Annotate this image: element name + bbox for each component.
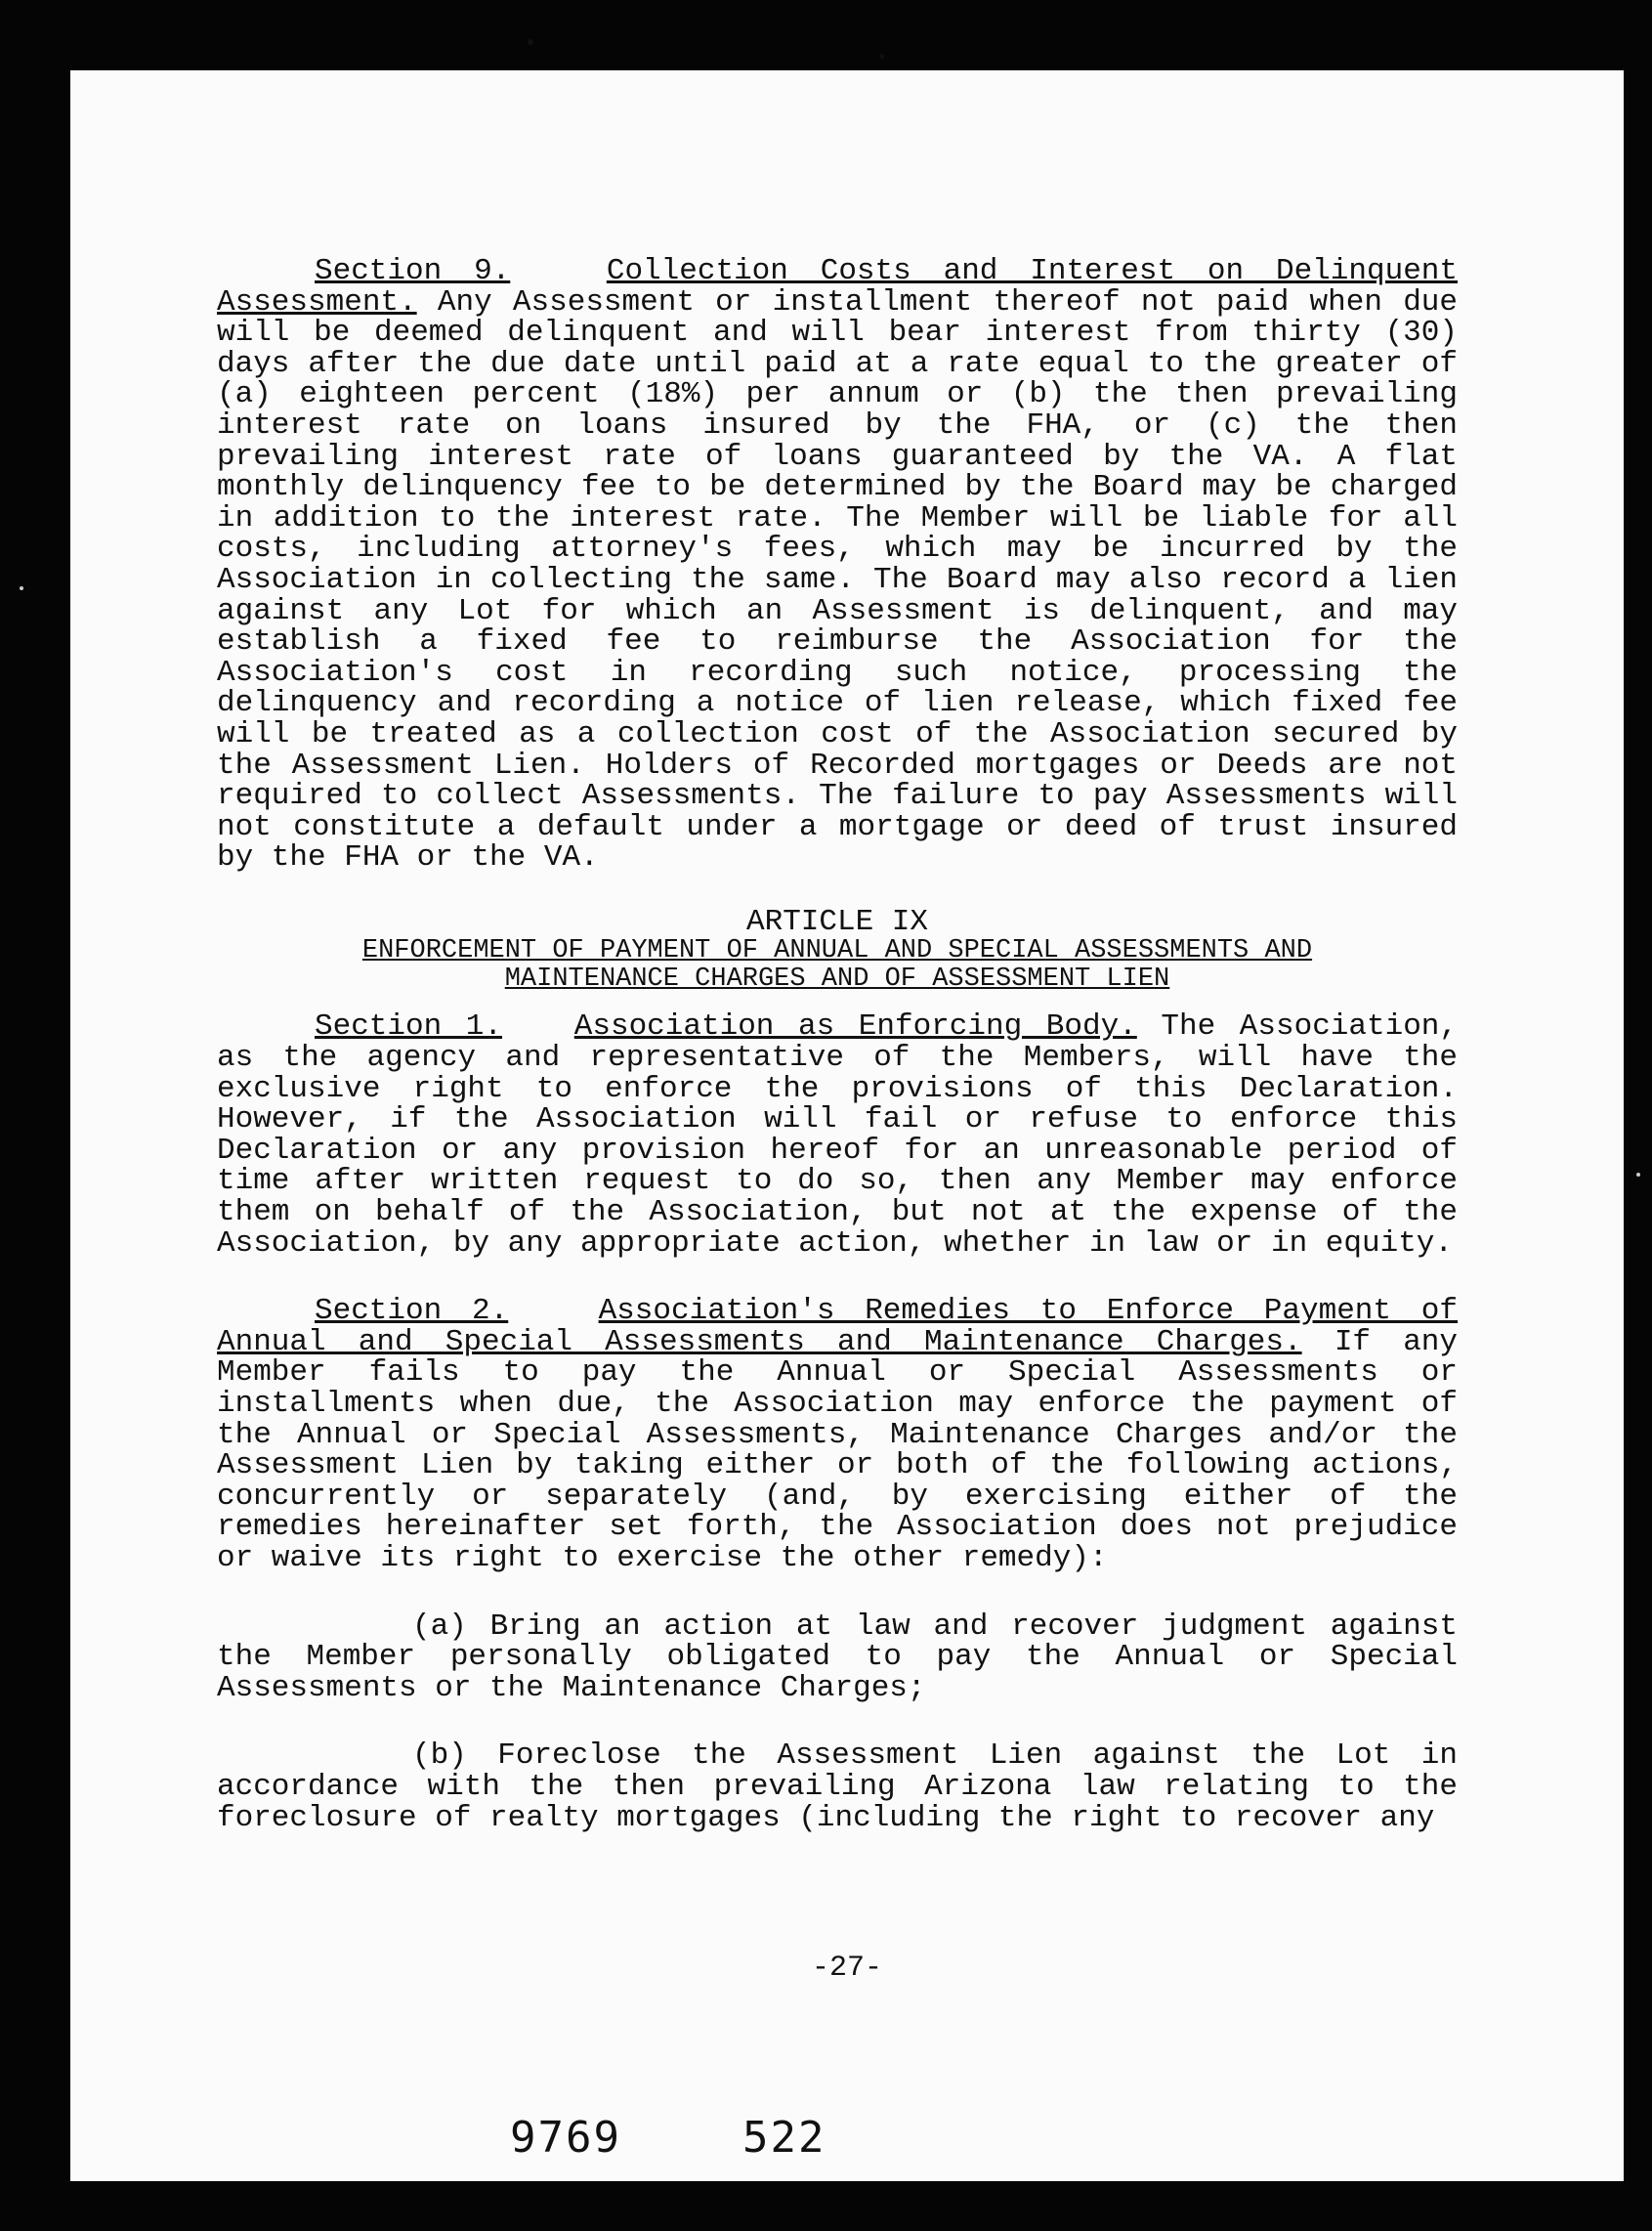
section-1-heading: Section 1. [315, 1009, 503, 1045]
article-number: ARTICLE IX [745, 904, 929, 939]
section-9-body: Any Assessment or installment thereof not paid when due will be deemed delinquent and will bear interest from thirty (30) days after the due date until paid at a rate equal to the greater of (a) eighteen percent (18%) per annum or (b) the then prevailing interest rate on loans insured by the FHA, or (c) the then prevailing interest rate of loans guaranteed by the VA. A flat monthly delinquency fee to be determined by the Board may be charged in addition to the interest rate. The Member will be liable for all costs, including attorney's fees, which may be incurred by the Association in collecting the same. The Board may also record a lien against any Lot for which an Assessment is delinquent, and may establish a fixed fee to reimburse the Association for the Association's cost in recording such notice, processing the delinquency and recording a notice of lien release, which fixed fee will be treated as a collection cost of the Association secured by the Assessment Lien. Holders of Recorded mortgages or Deeds are not required to collect Assessments. The failure to pay Assessments will not constitute a default under a mortgage or deed of trust insured by the FHA or the VA. [217, 284, 1458, 876]
scan-speck [1636, 1173, 1640, 1177]
section-2-paragraph [217, 1296, 1458, 1573]
section-2-heading: Section 2. [315, 1294, 509, 1329]
scan-speck [20, 586, 23, 590]
remedy-item-a: (a) Bring an action at law and recover judgment against the Member personally obligated to pay the Annual or Special Assessments or the Maintenance Charges; [217, 1609, 1458, 1705]
article-title-line-1: ENFORCEMENT OF PAYMENT OF ANNUAL AND SPECIAL ASSESSMENTS AND [361, 936, 1313, 966]
remedy-item-b: (b) Foreclose the Assessment Lien against the Lot in accordance with the then prevailing Arizona law relating to the foreclosure of realty mortgages (including the right to recover any [217, 1738, 1458, 1835]
page-number: -27- [811, 1952, 882, 1985]
document-body [217, 256, 1458, 1833]
scan-speck [879, 54, 884, 59]
section-9-title: Collection Costs and Interest on Delinquent [606, 254, 1459, 288]
scan-speck [528, 39, 533, 45]
section-9-heading: Section 9. [315, 254, 511, 288]
recording-stamp-right: 522 [742, 2113, 826, 2163]
section-2-body: If any Member fails to pay the Annual or Special Assessments or installments when due, the Association may enforce the payment of the Annual or Special Assessments, Maintenance Charges and/or the Assessment Lien by taking either or both of the following actions, concurrently or separately (and, by exercising either of the remedies hereinafter set forth, the Association does not prejudice or waive its right to exercise the other remedy): [217, 1324, 1459, 1575]
section-9-title-cont: Assessment. [217, 284, 417, 320]
section-1-paragraph [217, 1011, 1458, 1259]
section-1-title: Association as Enforcing Body. [573, 1009, 1137, 1045]
article-heading [217, 904, 1458, 995]
article-title-line-2: MAINTENANCE CHARGES AND OF ASSESSMENT LIEN [504, 965, 1170, 995]
document-page [70, 70, 1624, 2181]
section-2-title: Association's Remedies to Enforce Payment of Annual and Special Assessments and Maintenance Charges. [217, 1294, 1459, 1359]
section-1-body: The Association, as the agency and representative of the Members, will have the exclusive right to enforce the provisions of this Declaration. However, if the Association will fail or refuse to enforce this Declaration or any provision hereof for an unreasonable period of time after written request to do so, then any Member may enforce them on behalf of the Association, but not at the expense of the Association, by any appropriate action, whether in law or in equity. [217, 1009, 1459, 1261]
recording-stamp-left: 9769 [510, 2113, 621, 2163]
section-9-paragraph [217, 256, 1458, 874]
